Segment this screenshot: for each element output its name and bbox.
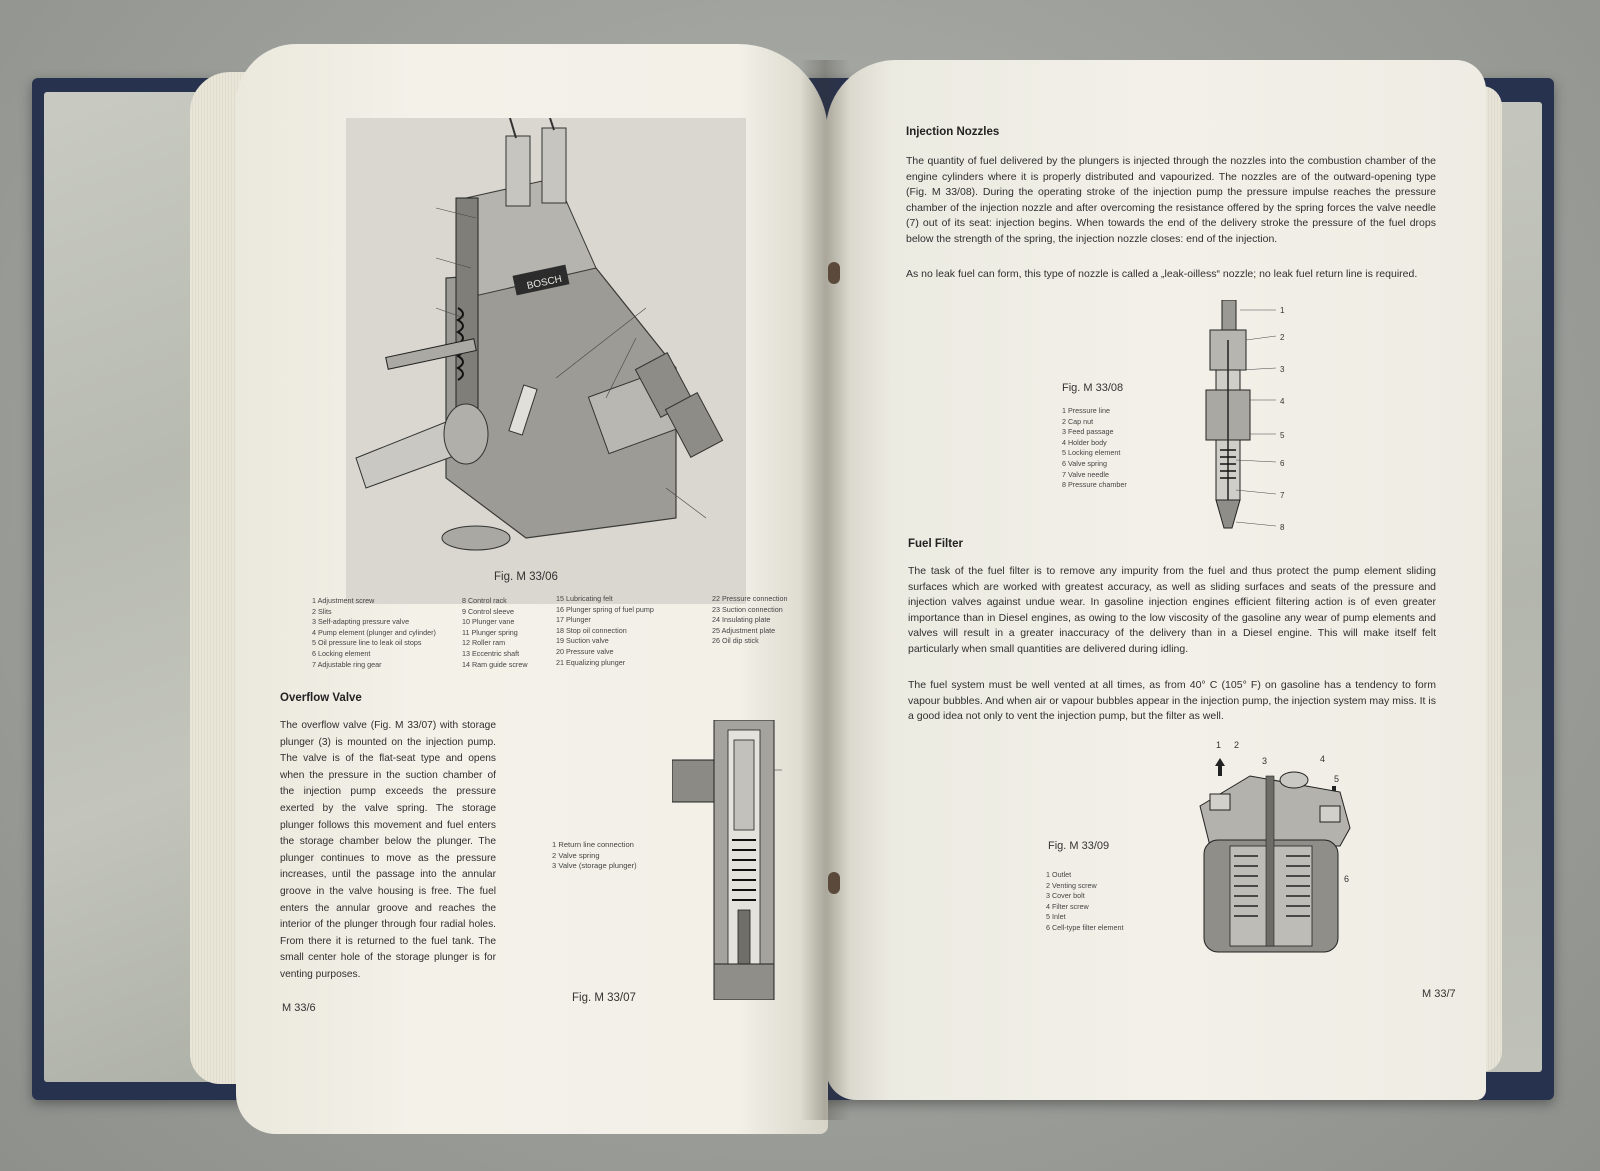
legend-item: 26 Oil dip stick (712, 636, 759, 646)
fig-m33-07-legend (552, 840, 682, 872)
legend-item: 6 Cell-type filter element (1046, 922, 1124, 932)
callout-label: 2 (1280, 333, 1285, 342)
injection-nozzles-heading: Injection Nozzles (906, 126, 1000, 138)
fig-m33-06-caption: Fig. M 33/06 (494, 571, 558, 583)
injection-nozzle-illustration (1196, 300, 1306, 540)
right-page-number: M 33/7 (1422, 988, 1456, 1000)
legend-item: 18 Stop oil connection (556, 625, 627, 635)
legend-item: 2 Cap nut (1062, 416, 1094, 426)
legend-item: 5 Oil pressure line to leak oil stops (312, 638, 422, 648)
legend-item: 3 Feed passage (1062, 427, 1114, 437)
legend-item: 3 Valve (storage plunger) (552, 861, 637, 871)
callout-label: 1 (1216, 740, 1222, 750)
injection-nozzles-text: The quantity of fuel delivered by the plungers is injected through the nozzles into the combustion chamber of the engine cylinders where it is properly distributed and vapourized. The nozzles are of the outward-opening type (Fig. M 33/08). During the operating stroke of the injection pump the pressure impulse reaches the pressure chamber of the injection nozzle and after overcoming the resistance offered by the spring forces the valve needle (7) out of its seat: injection begins. When towards the end of the delivery stroke the pressure of the fuel drops below the strength of the spring, the injection nozzle closes: end of the injection. (906, 155, 1436, 245)
legend-item: 9 Control sleeve (462, 606, 514, 616)
legend-item: 1 Return line connection (552, 840, 634, 849)
callout-label: 7 (1280, 491, 1285, 500)
legend-item: 4 Filter screw (1046, 901, 1089, 911)
legend-item: 25 Adjustment plate (712, 625, 776, 635)
legend-item: 16 Plunger spring of fuel pump (556, 604, 654, 614)
fig-m33-09-caption: Fig. M 33/09 (1048, 840, 1110, 852)
injection-pump-cutaway-illustration (346, 118, 746, 604)
callout-label: 3 (1280, 365, 1285, 374)
legend-item: 7 Valve needle (1062, 469, 1110, 479)
legend-item: 22 Pressure connection (712, 594, 788, 603)
legend-item: 23 Suction connection (712, 604, 783, 614)
fig-m33-08-caption: Fig. M 33/08 (1062, 382, 1124, 394)
legend-item: 10 Plunger vane (462, 617, 515, 627)
legend-item: 2 Venting screw (1046, 880, 1097, 890)
fig-m33-06-legend-col3 (556, 594, 706, 668)
fuel-filter-text: The task of the fuel filter is to remove any impurity from the fuel and thus protect the pump element sliding surfaces which are worked with greatest accuracy, as well as sliding surfaces and seats of the pressure and injection valves against undue wear. In gasoline injection engines efficient filtering action is of even greater importance than in Diesel engines, as owing to the low viscosity of the gasoline any wear of pump elements and valves will result in a greater inaccuracy of the delivery than in a Diesel engine. This will make itself felt particularly when small quantities are delivered during idling. (908, 565, 1436, 655)
legend-item: 12 Roller ram (462, 638, 506, 648)
legend-item: 15 Lubricating felt (556, 594, 613, 603)
legend-item: 5 Locking element (1062, 448, 1121, 458)
legend-item: 13 Eccentric shaft (462, 648, 520, 658)
legend-item: 19 Suction valve (556, 636, 609, 646)
fuel-filter-illustration (1190, 736, 1360, 966)
legend-item: 4 Pump element (plunger and cylinder) (312, 627, 436, 637)
fuel-filter-heading: Fuel Filter (908, 538, 963, 550)
callout-label: 4 (1280, 397, 1285, 406)
callout-label: 2 (1234, 740, 1240, 750)
overflow-valve-illustration (672, 720, 782, 1000)
book-gutter (800, 60, 850, 1120)
legend-item: 2 Valve spring (552, 850, 600, 860)
overflow-valve-heading: Overflow Valve (280, 692, 362, 704)
bosch-plate: BOSCH (525, 273, 563, 292)
legend-item: 4 Holder body (1062, 437, 1107, 447)
legend-item: 11 Plunger spring (462, 627, 518, 637)
binding-ring (828, 262, 840, 284)
fig-m33-08-legend (1062, 406, 1182, 491)
callout-label: 5 (1334, 774, 1340, 784)
fig-m33-09-legend (1046, 870, 1186, 934)
binding-ring (828, 872, 840, 894)
callout-label: 3 (1262, 756, 1268, 766)
legend-item: 20 Pressure valve (556, 646, 614, 656)
legend-item: 2 Slits (312, 606, 332, 616)
legend-item: 17 Plunger (556, 615, 591, 625)
fig-m33-06-legend-col2 (462, 596, 557, 670)
callout-label: 4 (1320, 754, 1326, 764)
legend-item: 7 Adjustable ring gear (312, 659, 382, 669)
fig-m33-07-caption: Fig. M 33/07 (572, 992, 636, 1004)
injection-nozzles-text-2: As no leak fuel can form, this type of nozzle is called a „leak-oilless“ nozzle; no leak fuel return line is required. (906, 268, 1418, 280)
fuel-filter-text-2: The fuel system must be well vented at all times, as from 40° C (105° F) on gasoline has a tendency to form vapour bubbles. And when air or vapour bubbles appear in the injection pump, the injection system may miss. It is a good idea not only to vent the injection pump, but the filter as well. (908, 679, 1436, 723)
left-page (236, 44, 828, 1134)
legend-item: 6 Valve spring (1062, 458, 1108, 468)
legend-item: 21 Equalizing plunger (556, 657, 626, 667)
callout-label: 8 (1280, 523, 1285, 532)
left-page-number: M 33/6 (282, 1002, 316, 1014)
overflow-valve-text: The overflow valve (Fig. M 33/07) with storage plunger (3) is mounted on the injection pump. The valve is of the flat-seat type and opens when the pressure in the suction chamber of the injection pump exceeds the pressure exerted by the valve spring. The storage plunger follows this movement and fuel enters the storage chamber below the plunger. The plunger continues to move as the pressure increases, until the passage into the annular groove in the valve housing is free. The fuel enters the annular groove and reaches the interior of the plunger through four radial holes. From there it is returned to the fuel tank. The small center hole of the storage plunger is for venting purposes. (280, 720, 496, 980)
right-page (826, 60, 1486, 1100)
fig-m33-06-legend-col1 (312, 596, 462, 670)
legend-item: 1 Adjustment screw (312, 596, 375, 605)
legend-item: 3 Cover bolt (1046, 891, 1085, 901)
legend-item: 1 Pressure line (1062, 406, 1110, 415)
legend-item: 6 Locking element (312, 648, 371, 658)
callout-label: 1 (1280, 306, 1285, 315)
legend-item: 14 Ram guide screw (462, 659, 528, 669)
legend-item: 8 Pressure chamber (1062, 480, 1127, 490)
legend-item: 3 Self-adapting pressure valve (312, 617, 410, 627)
callout-label: 6 (1344, 874, 1350, 884)
legend-item: 24 Insulating plate (712, 615, 771, 625)
legend-item: 5 Inlet (1046, 912, 1066, 922)
callout-label: 6 (1280, 459, 1285, 468)
legend-item: 1 Outlet (1046, 870, 1072, 879)
legend-item: 8 Control rack (462, 596, 507, 605)
callout-label: 5 (1280, 431, 1285, 440)
